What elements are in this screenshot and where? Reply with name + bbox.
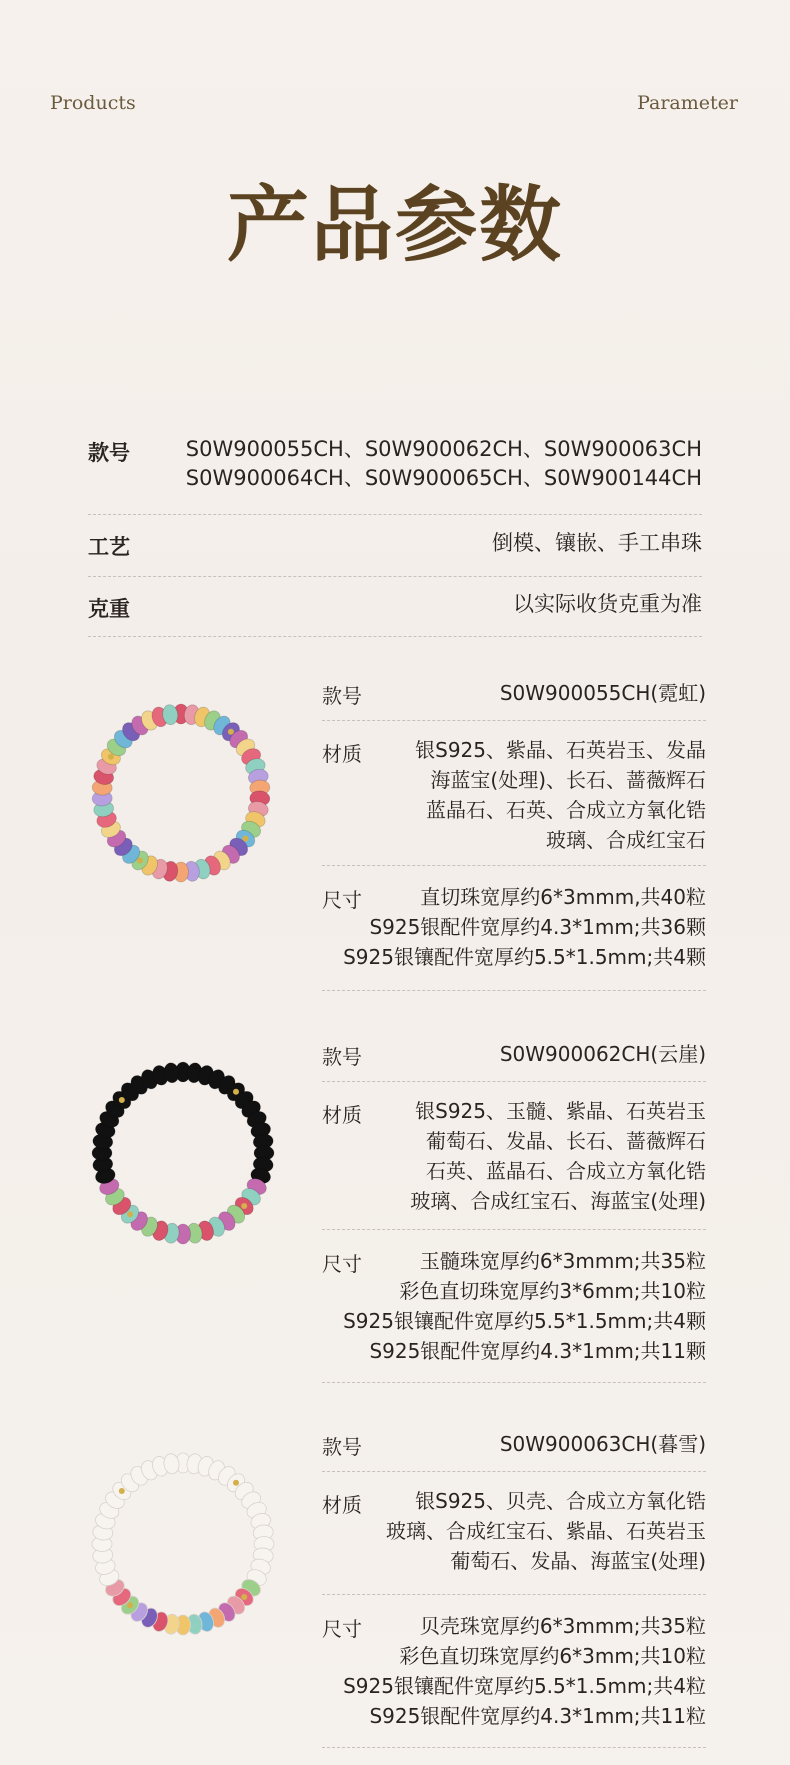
product-label-size: 尺寸 [322,1252,362,1276]
product-value-model: S0W900055CH(霓虹) [499,681,706,705]
gold-spacer [241,1594,247,1600]
product-table [322,1031,706,1383]
material-line: 葡萄石、发晶、海蓝宝(处理) [450,1549,706,1573]
product-row-material [322,1082,706,1230]
size-line: 彩色直切珠宽厚约6*3mm;共10粒 [399,1644,706,1668]
size-line: 直切珠宽厚约6*3mmm,共40粒 [420,885,706,909]
size-line: 彩色直切珠宽厚约3*6mm;共10粒 [399,1279,706,1303]
bracelet-neon-image [88,700,274,886]
gold-spacer [127,1602,133,1608]
gold-spacer [233,1480,239,1486]
spec-label-craft: 工艺 [88,535,130,559]
gold-spacer [119,1097,125,1103]
page-title: 产品参数 [226,177,563,273]
product-label-material: 材质 [322,742,362,766]
bracelet-evening-snow-image [88,1449,278,1639]
product-row-size [322,1230,706,1383]
spec-value-craft: 倒模、镶嵌、手工串珠 [492,531,702,555]
product-row-material [322,1472,706,1595]
product-row-model [322,670,706,721]
product-value-model: S0W900062CH(云崖) [499,1042,706,1066]
material-line: 葡萄石、发晶、长石、蔷薇辉石 [426,1129,706,1153]
gold-spacer [137,858,143,864]
spec-label-model: 款号 [88,441,130,465]
size-line: S925银镶配件宽厚约5.5*1.5mm;共4粒 [343,1674,706,1698]
size-line: S925银配件宽厚约4.3*1mm;共11粒 [369,1704,706,1728]
size-line: S925银镶配件宽厚约5.5*1.5mm;共4颗 [343,945,706,969]
general-spec-table [88,435,702,637]
product-value-model: S0W900063CH(暮雪) [499,1432,706,1456]
product-table [322,1421,706,1748]
spec-row-model [88,435,702,515]
product-table [322,670,706,991]
product-row-size [322,866,706,991]
bracelet-cloud-cliff-image [88,1058,278,1248]
size-line: 玉髓珠宽厚约6*3mmm;共35粒 [419,1249,706,1273]
size-line: S925银镶配件宽厚约5.5*1.5mm;共4颗 [343,1309,706,1333]
product-label-material: 材质 [322,1103,362,1127]
gold-spacer [119,1488,125,1494]
product-label-model: 款号 [322,684,362,708]
product-row-model [322,1031,706,1082]
size-line: S925银配件宽厚约4.3*1mm;共36颗 [369,915,706,939]
material-line: 海蓝宝(处理)、长石、蔷薇辉石 [430,768,706,792]
material-line: 蓝晶石、石英、合成立方氧化锆 [426,798,706,822]
material-line: 银S925、贝壳、合成立方氧化锆 [415,1489,706,1513]
gold-spacer [127,1211,133,1217]
size-line: 贝壳珠宽厚约6*3mmm;共35粒 [419,1614,706,1638]
gold-spacer [241,1203,247,1209]
spec-row-weight [88,577,702,637]
material-line: 银S925、玉髓、紫晶、石英岩玉 [415,1099,706,1123]
product-row-material [322,721,706,866]
gold-spacer [108,754,114,760]
spec-value-model-line2: S0W900064CH、S0W900065CH、S0W900144CH [185,466,702,490]
product-label-size: 尺寸 [322,888,362,912]
material-line: 玻璃、合成红宝石、海蓝宝(处理) [410,1189,706,1213]
product-label-size: 尺寸 [322,1617,362,1641]
material-line: 玻璃、合成红宝石、紫晶、石英岩玉 [386,1519,706,1543]
product-row-size [322,1595,706,1748]
product-label-model: 款号 [322,1435,362,1459]
material-line: 银S925、紫晶、石英岩玉、发晶 [415,738,706,762]
header-products-label: Products [50,92,136,114]
gold-spacer [233,1089,239,1095]
spec-value-weight: 以实际收货克重为准 [513,592,702,616]
size-line: S925银配件宽厚约4.3*1mm;共11颗 [369,1339,706,1363]
spec-value-model-line1: S0W900055CH、S0W900062CH、S0W900063CH [185,437,702,461]
material-line: 玻璃、合成红宝石 [546,828,706,852]
header-parameter-label: Parameter [637,92,738,114]
product-label-model: 款号 [322,1045,362,1069]
product-row-model [322,1421,706,1472]
material-line: 石英、蓝晶石、合成立方氧化锆 [426,1159,706,1183]
spec-label-weight: 克重 [88,597,130,621]
product-label-material: 材质 [322,1493,362,1517]
spec-row-craft [88,515,702,577]
